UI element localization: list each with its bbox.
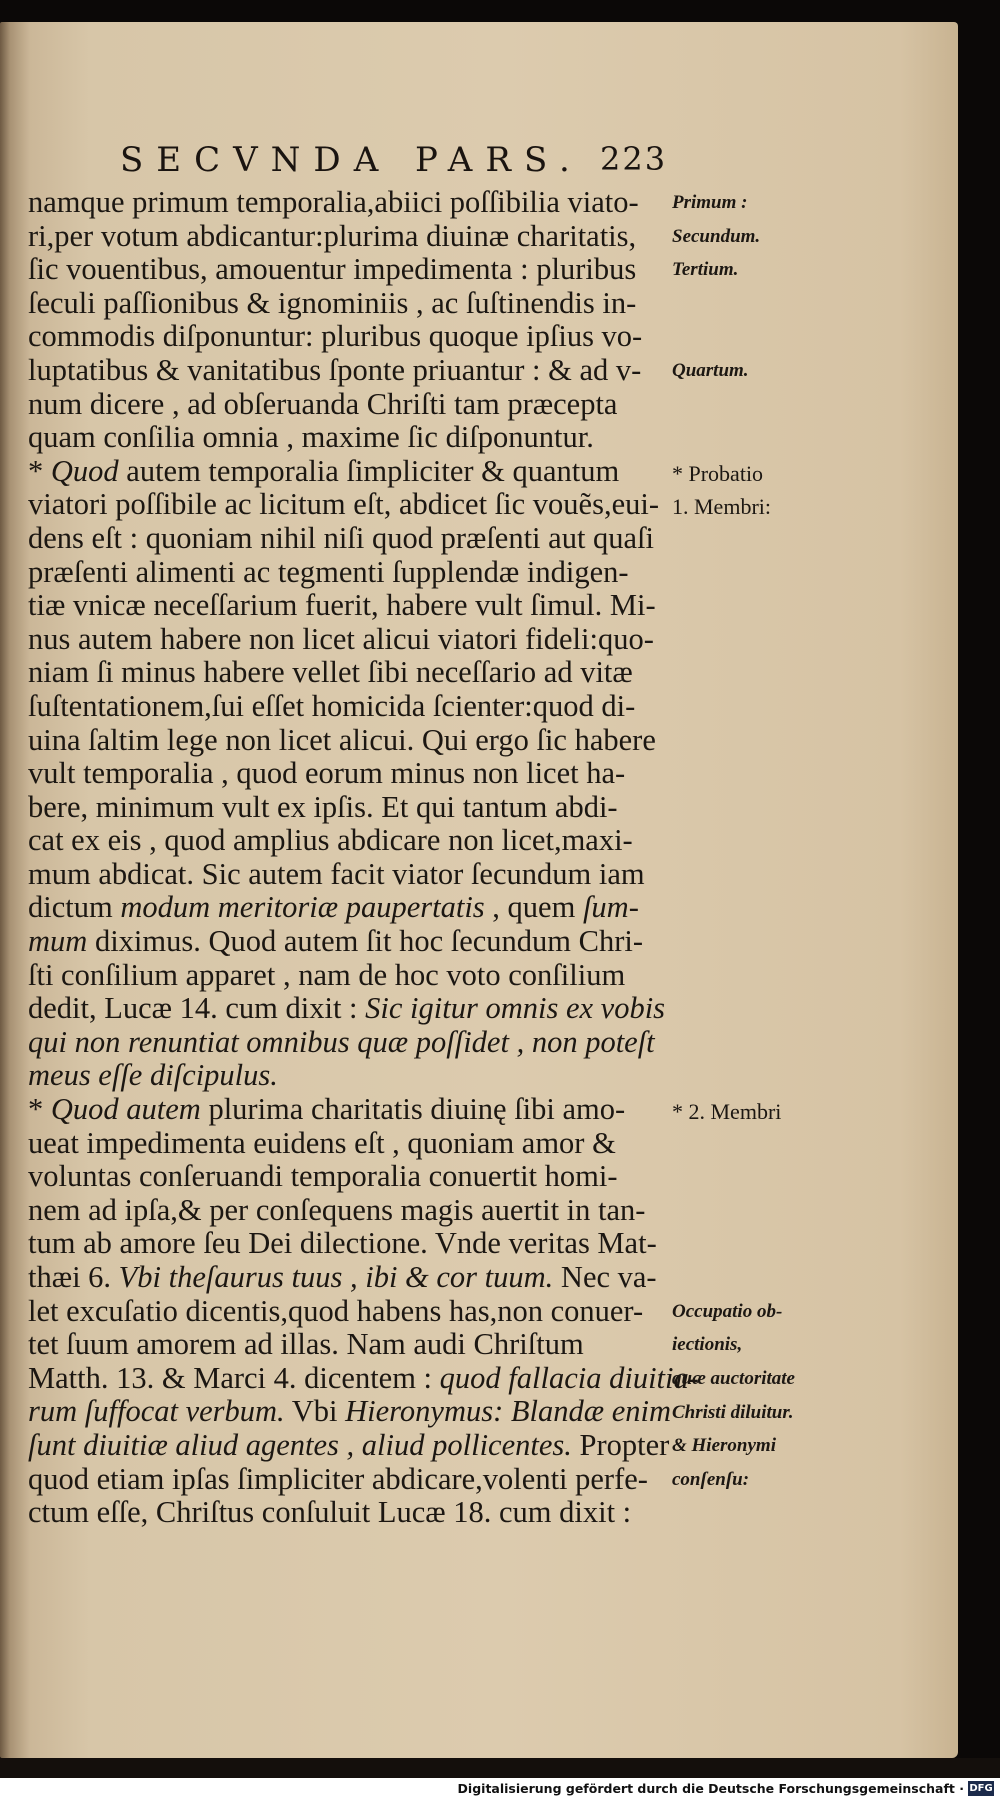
text-segment: ctum eſſe, Chriſtus conſuluit Lucæ 18. cum dixit : [28, 1495, 632, 1530]
text-line [28, 1261, 668, 1295]
margin-note: iectionis, [672, 1334, 743, 1356]
text-segment: ri,per votum abdicantur:plurima diuinæ charitatis, [28, 218, 637, 253]
text-line [28, 354, 668, 388]
text-line [28, 1496, 668, 1530]
italic-segment: Hieronymus: Blandæ enim [345, 1394, 671, 1429]
text-segment: quam conſilia omnia , maxime ſic diſponuntur. [28, 420, 594, 455]
text-line [28, 791, 668, 825]
text-line [28, 891, 668, 925]
text-segment: namque primum temporalia,abiici poſſibilia viato- [28, 185, 639, 219]
italic-segment: mum [28, 924, 88, 959]
text-segment: præſenti alimenti ac tegmenti ſupplendæ indigen- [28, 554, 629, 589]
italic-segment: Vbi theſaurus tuus , ibi & cor tuum. [118, 1260, 554, 1294]
text-segment: Matth. 13. & Marci 4. dicentem : [28, 1360, 440, 1395]
text-segment: , quem [484, 890, 583, 925]
text-segment: ſeculi paſſionibus & ignominiis , ac ſuſtinendis in- [28, 285, 637, 320]
text-segment: bere, minimum vult ex ipſis. Et qui tantum abdi- [28, 789, 618, 824]
italic-segment: Sic igitur omnis ex vobis [365, 991, 666, 1026]
text-segment: ſuſtentationem,ſui eſſet homicida ſcienter:quod di- [28, 688, 636, 723]
italic-segment: Quod autem [50, 1092, 201, 1127]
text-line [28, 1026, 668, 1060]
text-line [28, 1463, 668, 1497]
text-segment: * [28, 453, 51, 488]
text-line [28, 186, 668, 220]
text-line [28, 690, 668, 724]
text-line [28, 623, 668, 657]
italic-segment: ſunt diuitiæ aliud agentes , aliud pollicentes. [28, 1427, 572, 1462]
text-segment: let excuſatio dicentis,quod habens has,non conuer- [28, 1293, 644, 1328]
text-line [28, 656, 668, 690]
text-segment: mum abdicat. Sic autem facit viator ſecundum iam [28, 856, 645, 891]
margin-note: conſenſu: [672, 1468, 750, 1490]
text-line [28, 421, 668, 455]
margin-note: Tertium. [672, 259, 739, 281]
text-line [28, 1429, 668, 1463]
body-text [28, 185, 699, 1530]
text-segment: Nec va- [553, 1260, 657, 1294]
text-segment: tet ſuum amorem ad illas. Nam audi Chriſtum [28, 1327, 584, 1362]
text-line [28, 925, 668, 959]
text-line [28, 1194, 668, 1228]
text-segment: Vbi [284, 1394, 346, 1429]
text-segment: num dicere , ad obſeruanda Chriſti tam præcepta [28, 386, 618, 421]
text-segment: vult temporalia , quod eorum minus non licet ha- [28, 756, 626, 791]
margin-note: Primum : [672, 192, 748, 213]
text-segment: diximus. Quod autem ſit hoc ſecundum Chri- [87, 924, 644, 959]
text-line [28, 1227, 668, 1261]
italic-segment: modum meritoriæ paupertatis [120, 890, 485, 925]
italic-segment: meus eſſe diſcipulus. [28, 1058, 278, 1093]
text-line [28, 253, 668, 287]
text-segment: nus autem habere non licet alicui viatori fideli:quo- [28, 621, 654, 656]
text-line [28, 320, 668, 354]
text-segment: ueat impedimenta euidens eſt , quoniam amor & [28, 1125, 616, 1160]
text-line [28, 388, 668, 422]
text-segment: dens eſt : quoniam nihil niſi quod præſenti aut quaſi [28, 520, 655, 555]
italic-segment: rum ſuffocat verbum. [28, 1394, 285, 1429]
text-line [28, 1059, 668, 1093]
text-segment: uina ſaltim lege non licet alicui. Qui ergo ſic habere [28, 722, 656, 757]
text-line [28, 1127, 668, 1161]
text-segment: luptatibus & vanitatibus ſponte priuantur : & ad v- [28, 352, 642, 387]
text-line [28, 1328, 668, 1362]
margin-note: * 2. Membri [672, 1099, 782, 1125]
text-segment: ſic vouentibus, amouentur impedimenta : pluribus [28, 252, 637, 287]
italic-segment: qui non renuntiat omnibus quæ poſſidet , non poteſt [28, 1024, 655, 1059]
text-line [28, 455, 668, 489]
text-line [28, 1160, 668, 1194]
text-line [28, 757, 668, 791]
text-segment: plurima charitatis diuinę ſibi amo- [200, 1092, 626, 1127]
footer-bar [0, 1778, 1000, 1800]
margin-note: Occupatio ob- [672, 1300, 783, 1322]
text-segment: commodis diſponuntur: pluribus quoque ipſius vo- [28, 319, 643, 354]
text-line [28, 992, 668, 1026]
margin-note: * Probatio [672, 460, 764, 486]
text-segment: nem ad ipſa,& per conſequens magis auertit in tan- [28, 1192, 646, 1227]
text-segment: tiæ vnicæ neceſſarium fuerit, habere vult ſimul. Mi- [28, 588, 656, 623]
text-segment: viatori poſſibile ac licitum eſt, abdicet ſic vouẽs,eui- [28, 487, 659, 522]
text-line [28, 220, 668, 254]
page-number: 223 [600, 140, 668, 178]
footer-credit: Digitalisierung gefördert durch die Deutsche Forschungsgemeinschaft · [457, 1781, 964, 1796]
text-segment: dictum [28, 890, 121, 925]
margin-note: Quartum. [672, 360, 749, 381]
italic-segment: quod fallacia diuitia- [439, 1360, 699, 1395]
text-line [28, 858, 668, 892]
text-segment: ſti conſilium apparet , nam de hoc voto conſilium [28, 957, 626, 992]
text-segment: Propter [571, 1427, 670, 1462]
text-segment: tum ab amore ſeu Dei dilectione. Vnde veritas Mat- [28, 1226, 657, 1261]
text-line [28, 1093, 668, 1127]
text-line [28, 724, 668, 758]
text-line [28, 488, 668, 522]
text-line [28, 1360, 699, 1396]
text-line [28, 824, 668, 858]
text-segment: niam ſi minus habere vellet ſibi neceſſario ad vitæ [28, 655, 633, 690]
text-segment: voluntas conſeruandi temporalia conuertit homi- [28, 1159, 618, 1194]
text-segment: dedit, Lucæ 14. cum dixit : [28, 991, 366, 1026]
text-line [28, 287, 668, 321]
text-line [28, 1295, 668, 1329]
margin-note: Christi diluitur. [672, 1401, 794, 1423]
italic-segment: Quod [50, 453, 119, 488]
page-shadow [0, 1758, 1000, 1778]
running-head-title: SECVNDA PARS. [120, 140, 583, 180]
dfg-logo: DFG [969, 1783, 993, 1794]
text-line [28, 522, 668, 556]
text-line [28, 959, 668, 993]
text-segment: cat ex eis , quod amplius abdicare non licet,maxi- [28, 823, 633, 858]
margin-note: & Hieronymi [672, 1435, 776, 1457]
margin-note: Secundum. [672, 225, 761, 247]
text-line [28, 556, 668, 590]
text-segment: quod etiam ipſas ſimpliciter abdicare,volenti perfe- [28, 1461, 648, 1496]
text-segment: thæi 6. [28, 1260, 119, 1294]
text-line [28, 589, 668, 623]
margin-note: quæ auctoritate [672, 1368, 795, 1389]
text-segment: * [28, 1092, 51, 1127]
italic-segment: ſum- [582, 890, 639, 925]
margin-note: 1. Membri: [672, 494, 771, 520]
text-line [28, 1394, 671, 1429]
running-head [120, 140, 668, 182]
text-segment: autem temporalia ſimpliciter & quantum [118, 453, 620, 488]
